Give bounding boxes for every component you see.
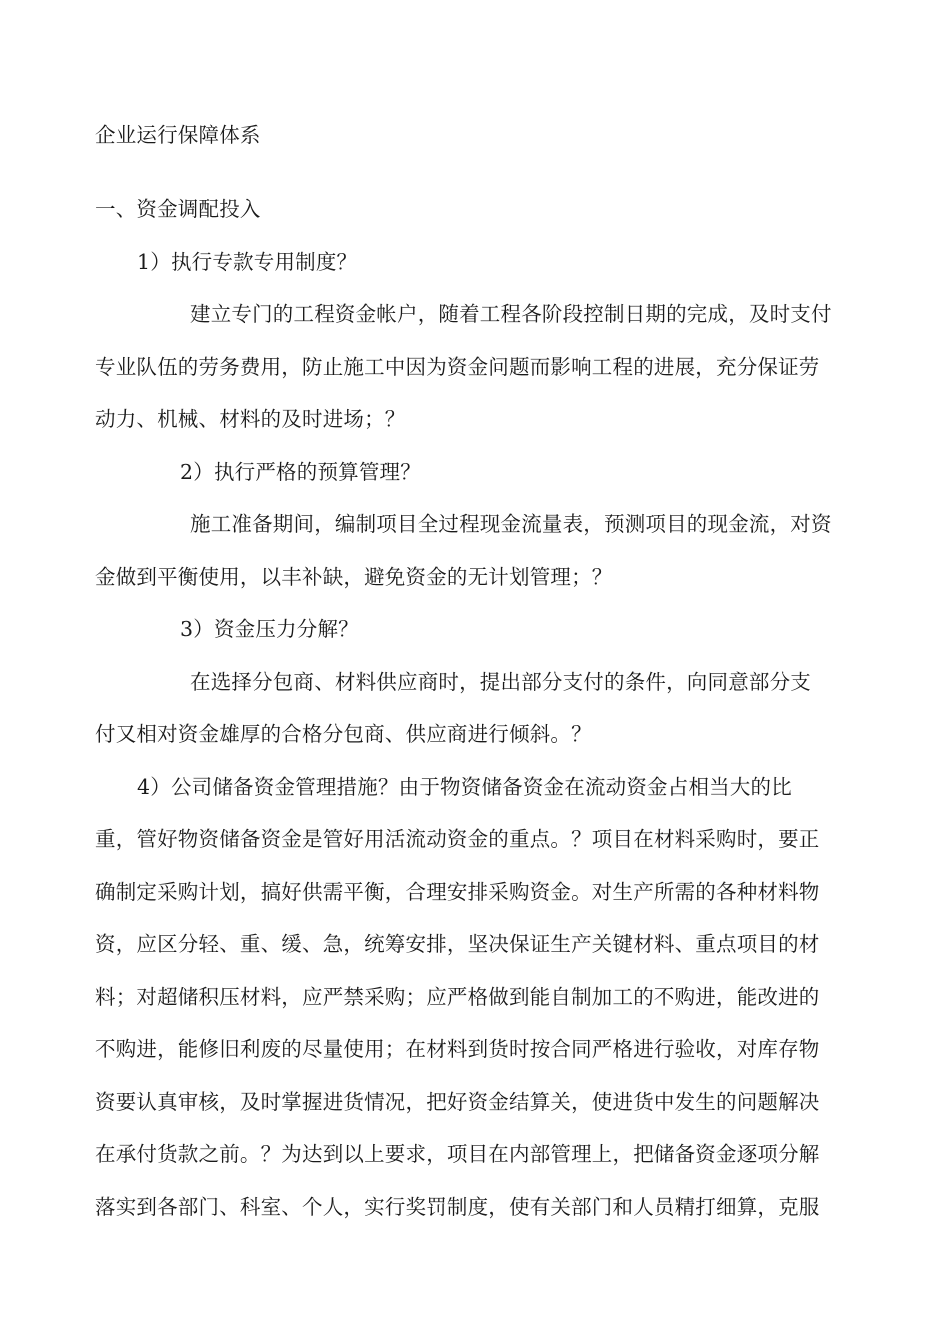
paragraph-line: 在承付货款之前。？为达到以上要求，项目在内部管理上，把储备资金逐项分解 [95,1142,820,1166]
paragraph-line: 建立专门的工程资金帐户，随着工程各阶段控制日期的完成，及时支付 [190,302,832,326]
item-heading-budget-management: 2）执行严格的预算管理？ [180,460,421,484]
paragraph-line: 金做到平衡使用，以丰补缺，避免资金的无计划管理；？ [95,565,613,589]
item-heading-pressure-split: 3）资金压力分解？ [180,617,359,641]
paragraph-line: 确制定采购计划，搞好供需平衡，合理安排采购资金。对生产所需的各种材料物 [95,880,820,904]
paragraph-line: 资，应区分轻、重、缓、急，统筹安排，坚决保证生产关键材料、重点项目的材 [95,932,820,956]
paragraph-line: 专业队伍的劳务费用，防止施工中因为资金问题而影响工程的进展，充分保证劳 [95,355,820,379]
paragraph-line: 施工准备期间，编制项目全过程现金流量表，预测项目的现金流，对资 [190,512,832,536]
paragraph-line: 落实到各部门、科室、个人，实行奖罚制度，使有关部门和人员精打细算，克服 [95,1195,820,1219]
paragraph-line: 料；对超储积压材料，应严禁采购；应严格做到能自制加工的不购进，能改进的 [95,985,820,1009]
document-title: 企业运行保障体系 [95,123,261,147]
paragraph-line: 4）公司储备资金管理措施？由于物资储备资金在流动资金占相当大的比 [137,775,792,799]
paragraph-line: 重，管好物资储备资金是管好用活流动资金的重点。？项目在材料采购时，要正 [95,827,820,851]
paragraph-line: 在选择分包商、材料供应商时，提出部分支付的条件，向同意部分支 [190,670,811,694]
paragraph-line: 资要认真审核，及时掌握进货情况，把好资金结算关，使进货中发生的问题解决 [95,1090,820,1114]
paragraph-line: 付又相对资金雄厚的合格分包商、供应商进行倾斜。？ [95,722,592,746]
section-heading-funding: 一、资金调配投入 [95,197,261,221]
paragraph-line: 动力、机械、材料的及时进场；？ [95,407,406,431]
item-heading-dedicated-funds: 1）执行专款专用制度？ [137,250,358,274]
paragraph-line: 不购进，能修旧利废的尽量使用；在材料到货时按合同严格进行验收，对库存物 [95,1037,820,1061]
